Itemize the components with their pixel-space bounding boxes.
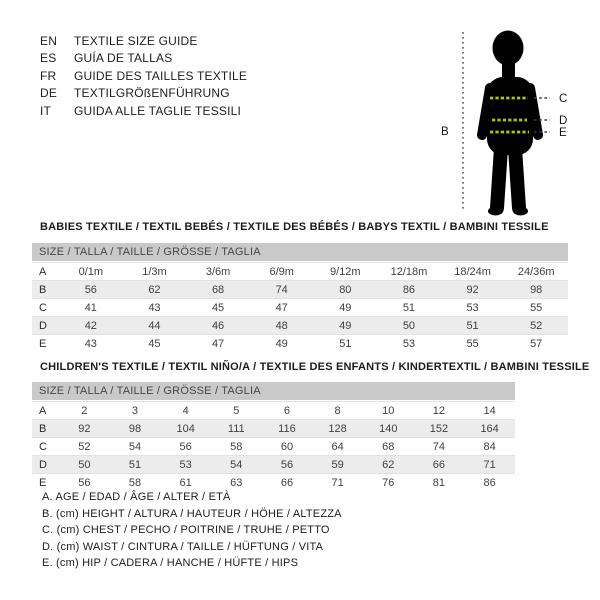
size-cell: 51 [339, 337, 352, 350]
size-cell: 5 [233, 404, 240, 417]
size-cell: 68 [382, 440, 395, 453]
size-cell: 49 [275, 337, 288, 350]
size-cell: 56 [179, 440, 192, 453]
size-cell: 12 [432, 404, 446, 417]
table-row [32, 402, 515, 420]
size-cell: 71 [331, 476, 344, 489]
language-code: IT [40, 103, 52, 118]
size-cell: 56 [78, 476, 91, 489]
size-cell: 86 [483, 476, 496, 489]
size-cell: 98 [128, 422, 142, 435]
size-cell: 116 [278, 422, 296, 435]
language-code: ES [40, 51, 57, 66]
size-cell: 48 [275, 319, 288, 332]
size-cell: 12/18m [390, 265, 428, 278]
size-cell: 164 [480, 422, 499, 435]
legend-item-hip: E. (cm) HIP / CADERA / HANCHE / HÜFTE / HIPS [42, 557, 299, 570]
babies-section-heading: BABIES TEXTILE / TEXTIL BEBÉS / TEXTILE DES BÉBÉS / BABYS TEXTIL / BAMBINI TESSILE [40, 221, 549, 233]
size-cell: 56 [84, 283, 97, 296]
size-cell: 81 [432, 476, 446, 489]
size-figure [430, 8, 600, 230]
waist-label: D [559, 115, 568, 127]
size-cell: 45 [148, 337, 161, 350]
size-cell: 51 [402, 301, 416, 314]
legend-item-chest: C. (cm) CHEST / PECHO / POITRINE / TRUHE / PETTO [42, 524, 330, 537]
hip-label: E [559, 127, 567, 139]
child-silhouette-icon [482, 31, 538, 216]
size-cell: 76 [382, 476, 395, 489]
size-cell: 6 [283, 404, 291, 417]
size-cell: 71 [483, 458, 496, 471]
size-cell: 62 [148, 283, 161, 296]
size-cell: 8 [334, 404, 341, 417]
size-cell: 111 [227, 422, 245, 435]
height-label: B [441, 126, 449, 138]
table-row [32, 281, 568, 299]
table-row [32, 420, 515, 438]
row-label: D [39, 319, 47, 332]
size-cell: 53 [402, 337, 416, 350]
babies-size-header-bar: SIZE / TALLA / TAILLE / GRÖSSE / TAGLIA [32, 243, 568, 261]
children-size-table [32, 401, 515, 491]
size-cell: 58 [230, 440, 243, 453]
size-cell: 43 [148, 301, 161, 314]
language-list [40, 33, 247, 120]
size-cell: 80 [339, 283, 352, 296]
chest-label: C [559, 93, 568, 105]
size-cell: 55 [466, 337, 479, 350]
size-cell: 50 [402, 319, 416, 332]
children-section-heading: CHILDREN'S TEXTILE / TEXTIL NIÑO/A / TEXTILE DES ENFANTS / KINDERTEXTIL / BAMBINI TESSILE [40, 361, 590, 373]
size-cell: 24/36m [517, 265, 555, 278]
row-label: D [39, 458, 47, 471]
language-row [40, 103, 247, 120]
size-cell: 3/6m [205, 265, 231, 278]
row-label: A [39, 265, 47, 278]
language-row [40, 68, 247, 85]
size-cell: 10 [382, 404, 395, 417]
legend-item-age: A. AGE / EDAD / ÂGE / ALTER / ETÀ [42, 491, 231, 503]
size-cell: 58 [128, 476, 142, 489]
size-cell: 46 [211, 319, 225, 332]
table-row [32, 299, 568, 317]
size-cell: 84 [483, 440, 496, 453]
size-cell: 45 [211, 301, 225, 314]
legend-item-waist: D. (cm) WAIST / CINTURA / TAILLE / HÜFTUNG / VITA [42, 540, 324, 553]
table-row [32, 335, 568, 353]
size-cell: 104 [176, 422, 195, 435]
size-cell: 52 [530, 319, 543, 332]
size-cell: 43 [84, 337, 97, 350]
language-row [40, 85, 247, 102]
size-cell: 49 [339, 301, 352, 314]
language-title: TEXTILGRÖßENFÜHRUNG [74, 86, 230, 101]
table-row [32, 438, 515, 456]
size-cell: 63 [230, 476, 243, 489]
language-code: FR [40, 68, 57, 83]
table-row [32, 263, 568, 281]
size-cell: 54 [230, 458, 243, 471]
size-cell: 128 [328, 422, 347, 435]
language-title: TEXTILE SIZE GUIDE [74, 34, 198, 48]
size-cell: 18/24m [454, 265, 491, 278]
size-cell: 53 [466, 301, 479, 314]
size-cell: 49 [339, 319, 352, 332]
table-row [32, 317, 568, 335]
size-cell: 3 [131, 404, 139, 417]
size-cell: 47 [275, 301, 288, 314]
size-cell: 57 [530, 337, 543, 350]
table-row [32, 456, 515, 474]
size-cell: 53 [179, 458, 192, 471]
size-cell: 55 [530, 301, 543, 314]
size-cell: 52 [78, 440, 91, 453]
language-row [40, 33, 247, 50]
size-cell: 41 [84, 301, 97, 314]
size-cell: 47 [211, 337, 225, 350]
size-cell: 1/3m [142, 265, 167, 278]
size-cell: 2 [81, 404, 88, 417]
language-title: GUIDE DES TAILLES TEXTILE [74, 68, 248, 83]
size-cell: 59 [331, 458, 344, 471]
size-cell: 51 [128, 458, 142, 471]
size-cell: 56 [280, 458, 294, 471]
size-cell: 14 [483, 404, 496, 417]
size-cell: 140 [379, 422, 398, 435]
language-row [40, 50, 247, 67]
size-cell: 9/12m [330, 265, 361, 278]
size-cell: 6/9m [269, 265, 294, 278]
size-cell: 66 [432, 458, 446, 471]
language-title: GUIDA ALLE TAGLIE TESSILI [74, 103, 242, 118]
size-cell: 152 [429, 422, 449, 435]
babies-size-table [32, 262, 568, 352]
size-cell: 50 [78, 458, 91, 471]
size-cell: 62 [382, 458, 395, 471]
size-cell: 68 [211, 283, 225, 296]
size-cell: 42 [84, 319, 97, 332]
size-cell: 74 [275, 283, 288, 296]
size-cell: 54 [128, 440, 142, 453]
size-cell: 66 [280, 476, 294, 489]
size-cell: 74 [432, 440, 446, 453]
row-label: E [39, 337, 47, 350]
row-label: B [39, 283, 47, 296]
children-size-header-bar: SIZE / TALLA / TAILLE / GRÖSSE / TAGLIA [32, 382, 515, 400]
measurement-legend [42, 489, 342, 572]
language-code: EN [40, 34, 58, 48]
row-label: C [39, 440, 47, 453]
size-cell: 0/1m [78, 265, 104, 278]
size-cell: 92 [78, 422, 91, 435]
legend-item-height: B. (cm) HEIGHT / ALTURA / HAUTEUR / HÖHE / ALTEZZA [42, 507, 342, 520]
size-cell: 86 [402, 283, 416, 296]
language-title: GUÍA DE TALLAS [74, 51, 173, 66]
size-cell: 51 [466, 319, 479, 332]
size-cell: 92 [466, 283, 479, 296]
size-cell: 44 [148, 319, 161, 332]
row-label: B [39, 422, 47, 435]
row-label: C [39, 301, 47, 314]
size-cell: 64 [331, 440, 344, 453]
language-code: DE [40, 86, 58, 101]
size-cell: 61 [179, 476, 192, 489]
size-cell: 60 [280, 440, 294, 453]
size-cell: 98 [530, 283, 543, 296]
size-cell: 4 [182, 404, 189, 417]
row-label: E [39, 476, 47, 489]
row-label: A [39, 404, 47, 417]
